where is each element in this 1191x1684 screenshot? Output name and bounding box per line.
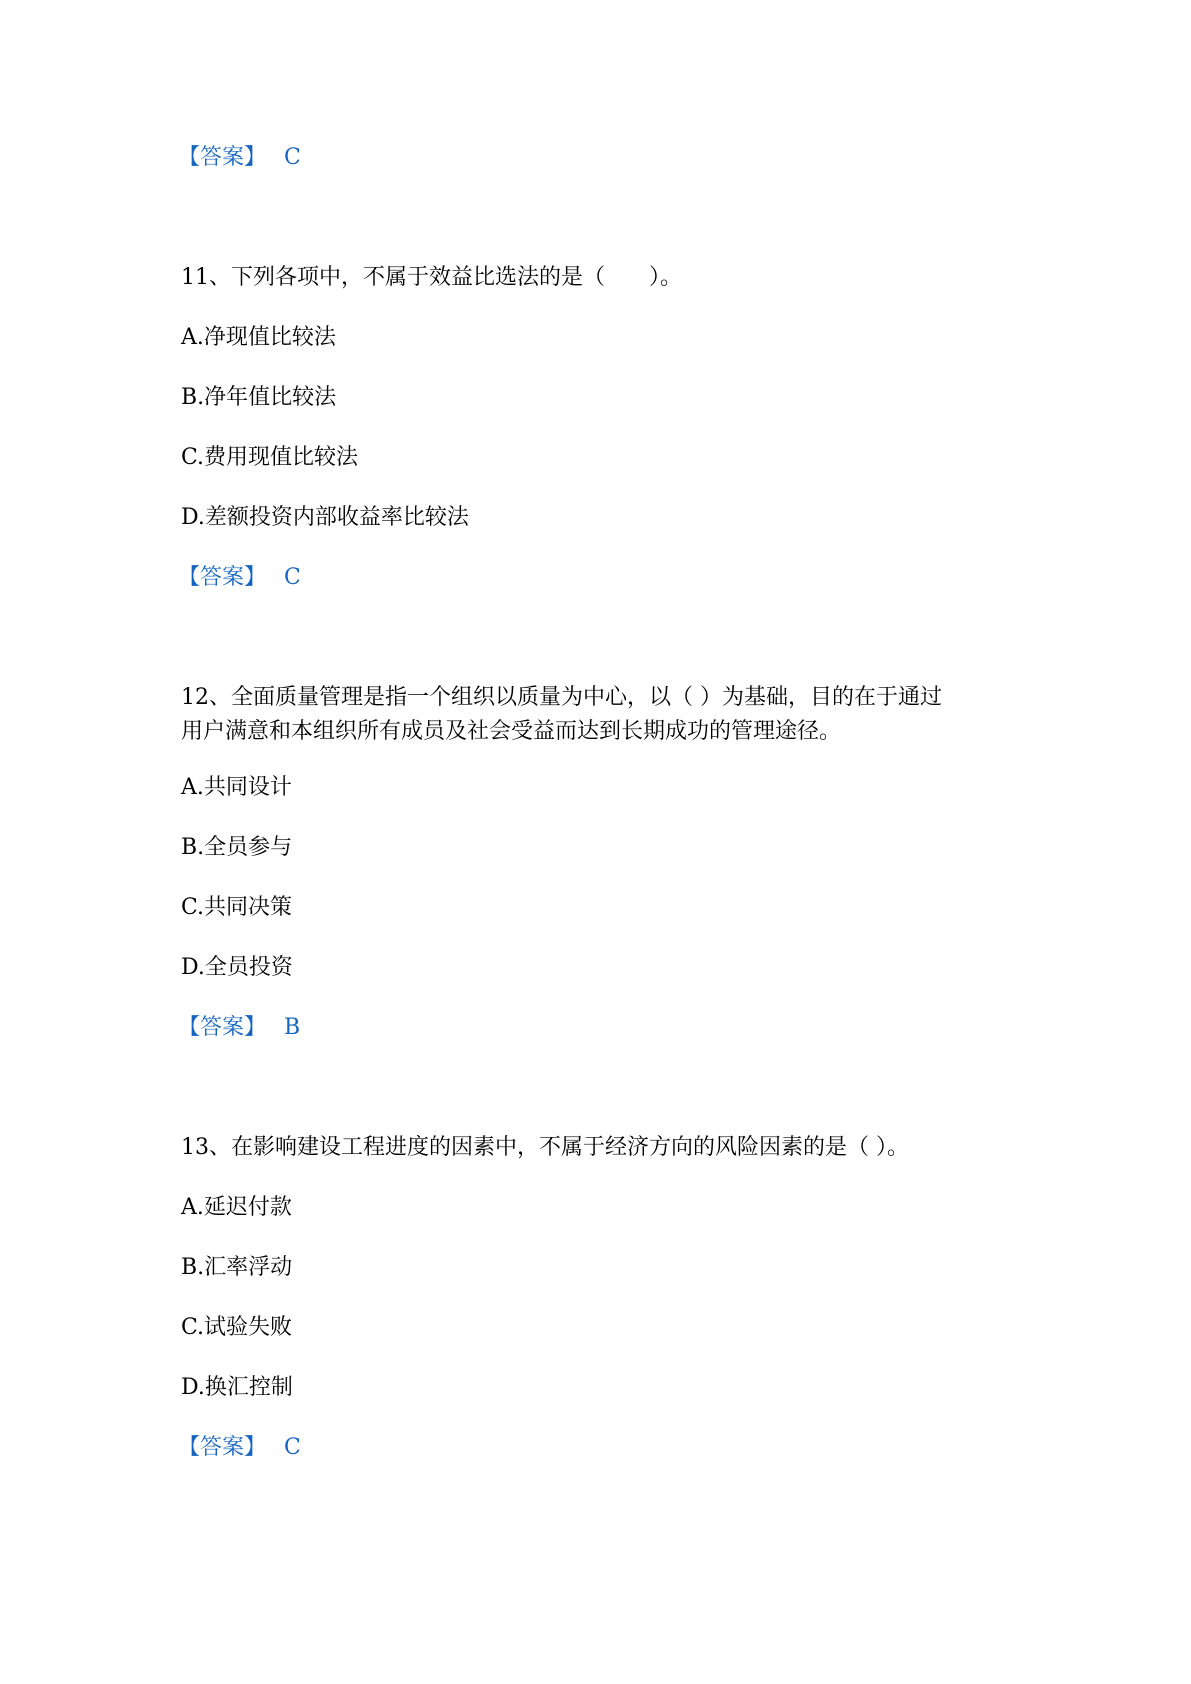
question-12-option-d: D.全员投资 [181,955,293,980]
question-13-option-a: A.延迟付款 [181,1195,292,1220]
answer-line-q10 [178,142,301,174]
answer-line-q13 [178,1432,301,1464]
question-12-stem-line-2: 用户满意和本组织所有成员及社会受益而达到长期成功的管理途径。 [181,719,842,744]
answer-label: 【答案】 [178,565,267,590]
answer-value: C [284,565,301,590]
answer-value: C [284,145,301,170]
answer-label: 【答案】 [178,145,267,170]
question-13-option-b: B.汇率浮动 [181,1255,293,1280]
answer-label: 【答案】 [178,1015,267,1040]
answer-line-q11 [178,562,301,594]
question-11-option-d: D.差额投资内部收益率比较法 [181,505,469,530]
question-12-option-a: A.共同设计 [181,775,292,800]
question-12-option-c: C.共同决策 [181,895,293,920]
question-13-stem: 13、在影响建设工程进度的因素中，不属于经济方向的风险因素的是（ ）。 [181,1135,909,1160]
answer-label: 【答案】 [178,1435,267,1460]
question-13-option-d: D.换汇控制 [181,1375,293,1400]
answer-value: C [284,1435,301,1460]
answer-line-q12 [178,1012,300,1044]
question-11-option-c: C.费用现值比较法 [181,445,359,470]
answer-value: B [284,1015,301,1040]
question-13-option-c: C.试验失败 [181,1315,293,1340]
question-12-stem-line-1: 12、全面质量管理是指一个组织以质量为中心，以（ ）为基础，目的在于通过 [181,685,942,710]
question-11-option-b: B.净年值比较法 [181,385,337,410]
question-11-option-a: A.净现值比较法 [181,325,336,350]
question-12-option-b: B.全员参与 [181,835,293,860]
question-11-stem: 11、下列各项中，不属于效益比选法的是（ ）。 [181,265,682,290]
